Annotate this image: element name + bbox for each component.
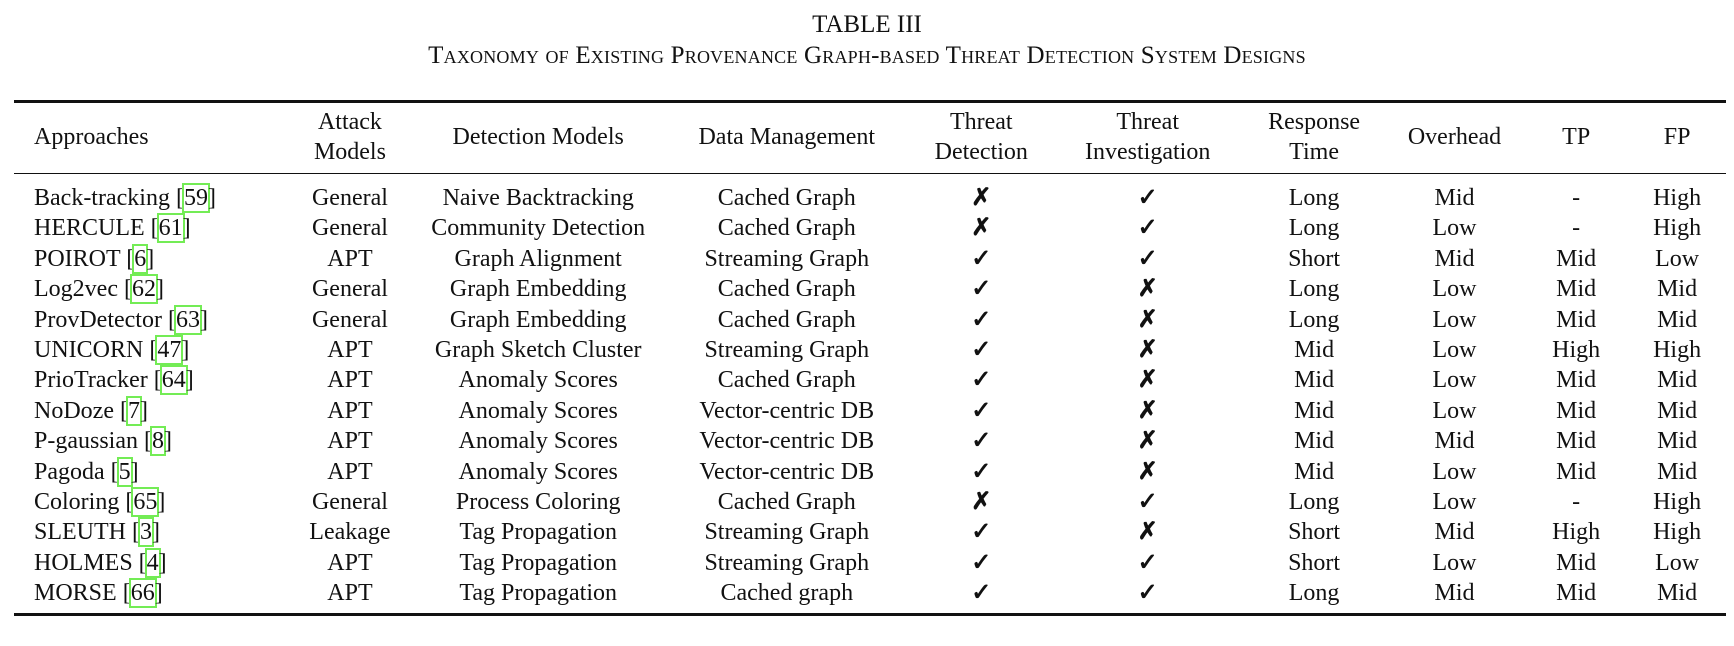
threat-detection-cell — [911, 548, 1052, 578]
detection-cell: Graph Embedding — [449, 306, 627, 333]
attack-cell: Leakage — [309, 519, 391, 546]
approach-name: Log2vec — [34, 276, 118, 303]
taxonomy-table — [14, 100, 1726, 616]
header-line-1: Detection Models — [452, 124, 624, 150]
header-threat-detection — [911, 102, 1052, 174]
data-cell: Vector-centric DB — [699, 397, 875, 424]
header-data-management — [663, 102, 911, 174]
data-cell: Streaming Graph — [704, 337, 870, 364]
fp-cell: Mid — [1657, 306, 1698, 333]
cross-icon: ✗ — [971, 489, 992, 516]
threat-investigation-cell — [1052, 174, 1243, 214]
threat-investigation-cell — [1052, 244, 1243, 274]
fp-cell: High — [1653, 185, 1702, 211]
attack-cell: APT — [327, 397, 373, 424]
detection-cell: Anomaly Scores — [458, 428, 618, 455]
check-icon: ✓ — [1137, 245, 1158, 272]
citation-link[interactable]: 62 — [131, 276, 156, 303]
attack-cell: APT — [327, 458, 373, 485]
table-label: TABLE III — [812, 11, 922, 38]
approach-name: NoDoze — [34, 397, 114, 424]
approach-name: ProvDetector — [34, 306, 162, 333]
data-cell: Cached Graph — [717, 276, 856, 303]
threat-detection-cell — [911, 487, 1052, 517]
resp-cell: Long — [1288, 185, 1340, 211]
overhead-cell: Mid — [1434, 428, 1475, 455]
check-icon: ✓ — [971, 458, 992, 485]
table-row — [14, 244, 1726, 274]
check-icon: ✓ — [971, 580, 992, 607]
header-overhead — [1385, 102, 1524, 174]
detection-cell: Process Coloring — [455, 489, 621, 516]
overhead-cell: Low — [1432, 367, 1477, 394]
cross-icon: ✗ — [1137, 428, 1158, 455]
overhead-cell: Mid — [1434, 519, 1475, 546]
tp-cell: Mid — [1556, 306, 1597, 333]
fp-cell: Mid — [1657, 276, 1698, 303]
check-icon: ✓ — [971, 519, 992, 546]
threat-investigation-cell — [1052, 517, 1243, 547]
resp-cell: Short — [1288, 549, 1341, 576]
citation-link[interactable]: 3 — [140, 519, 152, 546]
resp-cell: Mid — [1294, 337, 1335, 364]
tp-cell: Mid — [1556, 245, 1597, 272]
threat-investigation-cell — [1052, 274, 1243, 304]
overhead-cell: Low — [1432, 397, 1477, 424]
table-row — [14, 426, 1726, 456]
detection-cell: Tag Propagation — [459, 519, 617, 546]
threat-investigation-cell — [1052, 335, 1243, 365]
approach-name: POIROT — [34, 245, 121, 272]
header-line-1: Threat — [949, 109, 1013, 135]
approach-cell: Coloring [65] — [34, 489, 166, 516]
citation-link[interactable]: 6 — [134, 245, 147, 272]
header-row — [14, 102, 1726, 174]
check-icon: ✓ — [971, 276, 992, 303]
tp-cell: Mid — [1524, 578, 1628, 614]
approach-name: P-gaussian — [34, 428, 138, 455]
approach-name: Coloring — [34, 489, 120, 516]
table-body — [14, 174, 1726, 615]
threat-detection-cell — [911, 365, 1052, 395]
approach-name: HOLMES — [34, 549, 133, 576]
approach-cell: MORSE [66] — [14, 578, 287, 614]
citation-link[interactable]: 66 — [130, 580, 155, 607]
data-cell: Cached Graph — [717, 489, 856, 516]
approach-cell: Log2vec [62] — [34, 276, 164, 303]
threat-investigation-cell — [1052, 457, 1243, 487]
attack-cell: APT — [327, 549, 373, 576]
data-cell: Vector-centric DB — [699, 428, 875, 455]
header-threat-investigation — [1052, 102, 1243, 174]
header-line-2: Investigation — [1085, 139, 1211, 165]
check-icon: ✓ — [971, 367, 992, 394]
citation-link[interactable]: 7 — [127, 397, 140, 424]
fp-cell: Mid — [1628, 578, 1726, 614]
threat-investigation-cell — [1052, 578, 1243, 614]
citation-link[interactable]: 5 — [118, 458, 131, 485]
cross-icon: ✗ — [1137, 458, 1158, 485]
approach-name: PrioTracker — [34, 367, 148, 394]
approach-cell: UNICORN [47] — [34, 337, 190, 364]
check-icon: ✓ — [971, 397, 992, 424]
table-row — [14, 548, 1726, 578]
citation-link[interactable]: 64 — [161, 367, 186, 394]
approach-cell: P-gaussian [8] — [34, 428, 172, 455]
tp-cell: Mid — [1556, 397, 1597, 424]
header-line-1: Attack — [317, 109, 382, 135]
threat-detection-cell — [911, 578, 1052, 614]
resp-cell: Mid — [1294, 428, 1335, 455]
cross-icon: ✗ — [1137, 397, 1158, 424]
threat-investigation-cell — [1052, 213, 1243, 243]
detection-cell: Graph Alignment — [454, 245, 622, 272]
header-line-2: Detection — [934, 139, 1028, 165]
data-cell: Cached Graph — [717, 185, 856, 211]
table-caption — [0, 10, 1734, 72]
threat-detection-cell — [911, 517, 1052, 547]
approach-name: Back-tracking — [34, 185, 170, 211]
resp-cell: Long — [1288, 215, 1340, 242]
header-line-2: Models — [313, 139, 386, 165]
resp-cell: Mid — [1294, 397, 1335, 424]
overhead-cell: Low — [1432, 215, 1477, 242]
table-row — [14, 517, 1726, 547]
attack-cell: APT — [327, 337, 373, 364]
table-row — [14, 305, 1726, 335]
approach-cell: Pagoda [5] — [34, 458, 139, 485]
fp-cell: High — [1653, 215, 1702, 242]
approach-name: MORSE — [34, 580, 117, 607]
approach-cell: PrioTracker [64] — [34, 367, 194, 394]
check-icon: ✓ — [971, 549, 992, 576]
attack-cell: General — [311, 276, 388, 303]
check-icon: ✓ — [971, 337, 992, 364]
approach-name: HERCULE — [34, 215, 145, 242]
header-fp — [1628, 102, 1726, 174]
table-row — [14, 213, 1726, 243]
data-cell: Vector-centric DB — [699, 458, 875, 485]
header-tp — [1524, 102, 1628, 174]
table-row — [14, 578, 1726, 614]
check-icon: ✓ — [971, 428, 992, 455]
fp-cell: Mid — [1657, 367, 1698, 394]
fp-cell: Mid — [1657, 428, 1698, 455]
tp-cell: Mid — [1556, 276, 1597, 303]
check-icon: ✓ — [1137, 489, 1158, 516]
resp-cell: Mid — [1294, 458, 1335, 485]
data-cell: Streaming Graph — [704, 519, 870, 546]
attack-cell: APT — [327, 245, 373, 272]
approach-name: SLEUTH — [34, 519, 126, 546]
overhead-cell: Mid — [1434, 185, 1475, 211]
approach-cell: ProvDetector [63] — [34, 306, 208, 333]
fp-cell: Low — [1655, 245, 1700, 272]
fp-cell: Mid — [1657, 458, 1698, 485]
overhead-cell: Low — [1432, 458, 1477, 485]
fp-cell: High — [1653, 489, 1702, 516]
data-cell: Cached Graph — [717, 306, 856, 333]
attack-cell: General — [311, 306, 388, 333]
data-cell: Streaming Graph — [704, 245, 870, 272]
fp-cell: Mid — [1657, 397, 1698, 424]
detection-cell: Graph Sketch Cluster — [434, 337, 642, 364]
threat-investigation-cell — [1052, 396, 1243, 426]
tp-cell: Mid — [1556, 428, 1597, 455]
attack-cell: APT — [327, 367, 373, 394]
attack-cell: APT — [327, 428, 373, 455]
detection-cell: Anomaly Scores — [458, 458, 618, 485]
table-row — [14, 174, 1726, 214]
resp-cell: Short — [1288, 245, 1341, 272]
fp-cell: Low — [1655, 549, 1700, 576]
overhead-cell: Mid — [1385, 578, 1524, 614]
header-line-1: Data Management — [698, 124, 876, 150]
attack-cell: General — [311, 215, 388, 242]
tp-cell: - — [1572, 489, 1581, 516]
header-approaches — [14, 102, 287, 174]
tp-cell: High — [1552, 519, 1601, 546]
attack-cell: General — [311, 185, 388, 211]
threat-investigation-cell — [1052, 548, 1243, 578]
threat-detection-cell — [911, 305, 1052, 335]
citation-link[interactable]: 61 — [158, 215, 183, 242]
check-icon: ✓ — [1137, 215, 1158, 242]
cross-icon: ✗ — [1137, 367, 1158, 394]
approach-cell: NoDoze [7] — [34, 397, 148, 424]
header-line-1: Threat — [1116, 109, 1179, 135]
header-line-2: Time — [1289, 139, 1339, 165]
citation-link[interactable]: 59 — [183, 185, 208, 211]
cross-icon: ✗ — [1137, 519, 1158, 546]
detection-cell: Naive Backtracking — [442, 185, 634, 211]
detection-cell: Tag Propagation — [459, 549, 617, 576]
citation-link[interactable]: 65 — [133, 489, 158, 516]
cross-icon: ✗ — [971, 185, 992, 211]
tp-cell: - — [1572, 185, 1581, 211]
tp-cell: - — [1572, 215, 1581, 242]
header-line-1: Response — [1268, 109, 1361, 135]
threat-investigation-cell — [1052, 365, 1243, 395]
cross-icon: ✗ — [971, 215, 992, 242]
tp-cell: Mid — [1556, 367, 1597, 394]
overhead-cell: Low — [1432, 549, 1477, 576]
citation-link[interactable]: 8 — [152, 428, 164, 455]
citation-link[interactable]: 47 — [157, 337, 182, 364]
detection-cell: Tag Propagation — [413, 578, 663, 614]
table-row — [14, 365, 1726, 395]
table-row — [14, 457, 1726, 487]
resp-cell: Mid — [1294, 367, 1335, 394]
citation-link[interactable]: 4 — [146, 549, 159, 576]
threat-investigation-cell — [1052, 426, 1243, 456]
detection-cell: Graph Embedding — [449, 276, 627, 303]
cross-icon: ✗ — [1137, 306, 1158, 333]
fp-cell: High — [1653, 519, 1702, 546]
tp-cell: Mid — [1556, 458, 1597, 485]
threat-detection-cell — [911, 457, 1052, 487]
resp-cell: Long — [1288, 276, 1340, 303]
data-cell: Cached graph — [663, 578, 911, 614]
overhead-cell: Low — [1432, 337, 1477, 364]
overhead-cell: Mid — [1434, 245, 1475, 272]
table-row — [14, 396, 1726, 426]
header-response-time — [1243, 102, 1384, 174]
tp-cell: High — [1552, 337, 1601, 364]
data-cell: Cached Graph — [717, 215, 856, 242]
check-icon: ✓ — [1137, 580, 1158, 607]
detection-cell: Anomaly Scores — [458, 397, 618, 424]
data-cell: Streaming Graph — [704, 549, 870, 576]
check-icon: ✓ — [971, 245, 992, 272]
overhead-cell: Low — [1432, 306, 1477, 333]
approach-cell: SLEUTH [3] — [34, 519, 160, 546]
approach-cell: HOLMES [4] — [34, 549, 167, 576]
threat-detection-cell — [911, 213, 1052, 243]
header-attack-models — [287, 102, 414, 174]
attack-cell: General — [311, 489, 388, 516]
overhead-cell: Low — [1432, 276, 1477, 303]
detection-cell: Anomaly Scores — [458, 367, 618, 394]
check-icon: ✓ — [1137, 185, 1158, 211]
resp-cell: Long — [1288, 306, 1340, 333]
table-row — [14, 487, 1726, 517]
threat-detection-cell — [911, 244, 1052, 274]
citation-link[interactable]: 63 — [175, 306, 200, 333]
resp-cell: Long — [1288, 489, 1340, 516]
overhead-cell: Low — [1432, 489, 1477, 516]
table-title: Taxonomy of Existing Provenance Graph-based Threat Detection System Designs — [428, 42, 1306, 69]
threat-detection-cell — [911, 426, 1052, 456]
threat-detection-cell — [911, 274, 1052, 304]
resp-cell: Long — [1243, 578, 1384, 614]
cross-icon: ✗ — [1137, 276, 1158, 303]
header-line-1: Approaches — [34, 124, 149, 150]
header-line-1: TP — [1562, 124, 1591, 150]
resp-cell: Short — [1288, 519, 1341, 546]
approach-cell: HERCULE [61] — [34, 215, 191, 242]
check-icon: ✓ — [1137, 549, 1158, 576]
threat-detection-cell — [911, 335, 1052, 365]
approach-name: Pagoda — [34, 458, 105, 485]
threat-investigation-cell — [1052, 305, 1243, 335]
cross-icon: ✗ — [1137, 337, 1158, 364]
data-cell: Cached Graph — [717, 367, 856, 394]
table-row — [14, 335, 1726, 365]
approach-name: UNICORN — [34, 337, 144, 364]
fp-cell: High — [1653, 337, 1702, 364]
approach-cell: POIROT [6] — [34, 245, 155, 272]
header-line-1: Overhead — [1407, 124, 1502, 150]
table-row — [14, 274, 1726, 304]
header-detection-models — [413, 102, 663, 174]
attack-cell: APT — [287, 578, 414, 614]
threat-detection-cell — [911, 174, 1052, 214]
check-icon: ✓ — [971, 306, 992, 333]
approach-cell: Back-tracking [59] — [34, 185, 216, 211]
threat-investigation-cell — [1052, 487, 1243, 517]
detection-cell: Community Detection — [431, 215, 646, 242]
threat-detection-cell — [911, 396, 1052, 426]
header-line-1: FP — [1663, 124, 1691, 150]
tp-cell: Mid — [1556, 549, 1597, 576]
